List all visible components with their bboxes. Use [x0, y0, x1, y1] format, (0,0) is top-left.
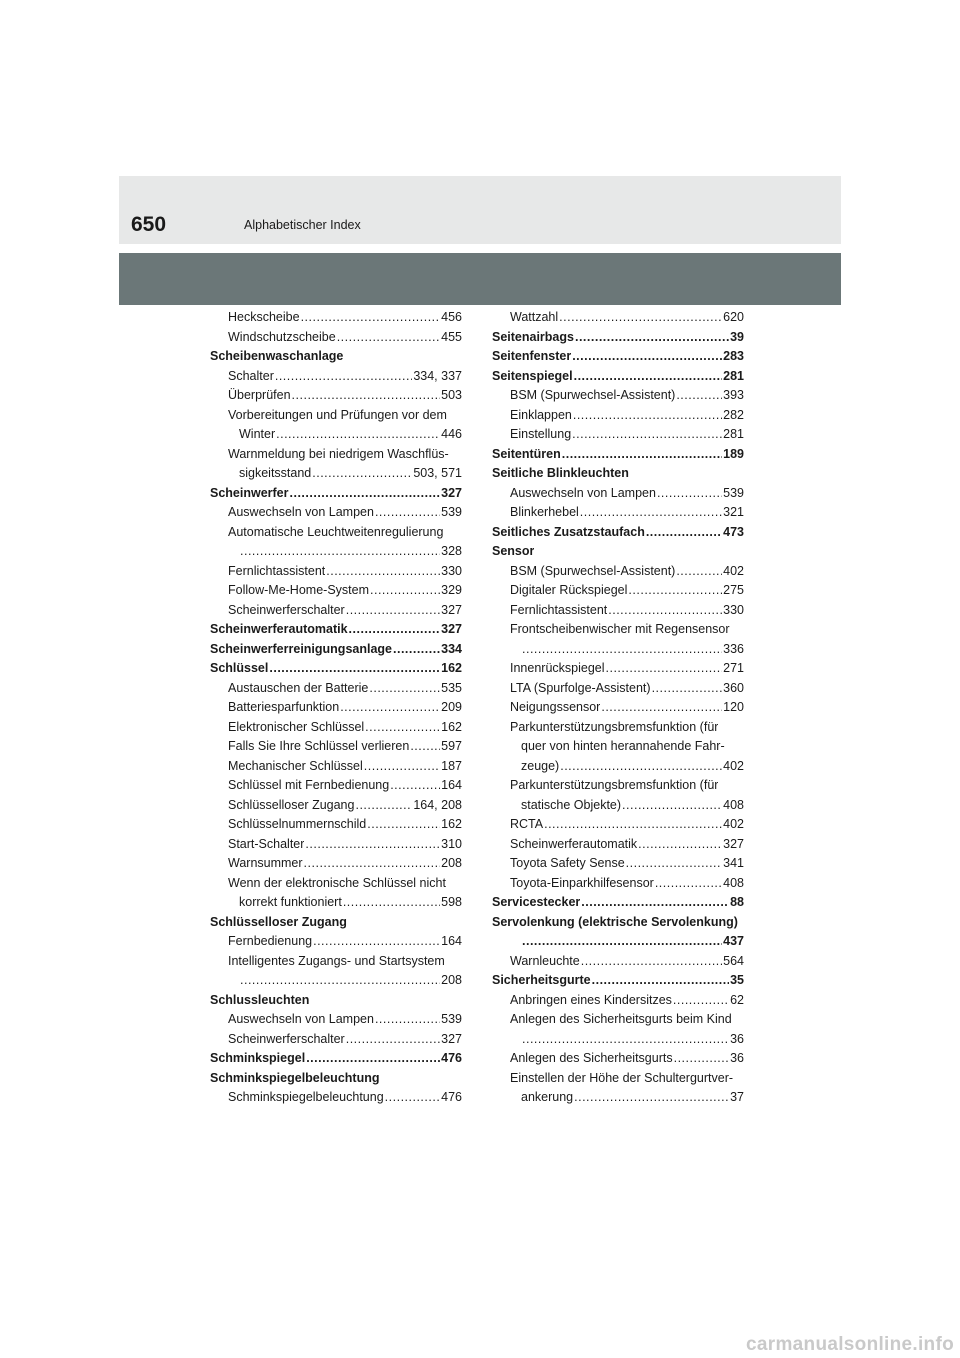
index-entry-term: Parkunterstützungsbremsfunktion (für	[510, 778, 719, 792]
dot-leader	[269, 659, 440, 679]
dot-leader	[628, 581, 722, 601]
index-entry	[492, 620, 744, 640]
dot-leader	[313, 932, 440, 952]
index-entry	[492, 464, 744, 484]
index-entry-term: Automatische Leuchtweitenregulierung	[228, 524, 444, 539]
index-entry-term: Seitentüren	[492, 446, 561, 461]
index-entry-term: Parkunterstützungsbremsfunktion (für	[510, 719, 719, 734]
index-entry-term: Servolenkung (elektrische Servolenkung)	[492, 914, 738, 929]
index-entry-page[interactable]: 120	[723, 700, 744, 714]
index-entry-page[interactable]: 503, 571	[413, 466, 462, 480]
index-entry-page[interactable]: 539	[441, 505, 462, 519]
index-entry	[492, 893, 744, 913]
index-entry-term: Warnsummer	[228, 856, 303, 870]
index-entry-term: Fernlichtassistent	[228, 563, 326, 578]
index-entry-term: Schlüsselnummernschild	[228, 817, 367, 831]
index-entry-page[interactable]: 535	[441, 680, 462, 695]
dot-leader	[646, 523, 722, 543]
index-entry	[492, 913, 744, 933]
index-entry-term: Toyota-Einparkhilfesensor	[510, 875, 654, 890]
index-entry	[210, 952, 462, 972]
index-entry	[210, 1010, 462, 1030]
index-entry	[210, 581, 462, 601]
index-entry	[492, 1088, 744, 1108]
index-entry-page[interactable]: 564	[723, 953, 744, 968]
dot-leader	[638, 835, 722, 855]
page-title: Alphabetischer Index	[244, 218, 361, 232]
dot-leader	[581, 952, 722, 972]
index-entry	[492, 737, 744, 757]
section-title-bar	[119, 253, 841, 305]
index-entry	[492, 698, 744, 718]
index-entry-page[interactable]: 336	[723, 641, 744, 656]
index-entry	[210, 542, 462, 562]
dot-leader	[601, 698, 722, 718]
index-entry	[492, 815, 744, 835]
index-entry	[492, 386, 744, 406]
index-entry-page[interactable]: 282	[723, 407, 744, 422]
index-entry	[492, 1049, 744, 1069]
index-entry-term: Auswechseln von Lampen	[228, 505, 374, 519]
index-entry-term: Start-Schalter	[228, 836, 305, 851]
index-entry	[210, 1030, 462, 1050]
index-entry-term: BSM (Spurwechsel-Assistent)	[510, 388, 676, 402]
watermark: carmanualsonline.info	[746, 1334, 954, 1355]
index-entry	[492, 406, 744, 426]
index-entry-page[interactable]: 598	[441, 895, 462, 909]
dot-leader	[562, 445, 722, 465]
index-entry	[492, 562, 744, 582]
dot-leader	[375, 503, 440, 523]
index-entry	[210, 698, 462, 718]
dot-leader	[560, 757, 722, 777]
index-entry-page[interactable]: 281	[723, 427, 744, 441]
index-entry-page[interactable]: 35	[730, 973, 744, 987]
index-entry	[492, 347, 744, 367]
index-entry-term: Scheinwerferschalter	[228, 1031, 345, 1046]
index-entry	[210, 815, 462, 835]
index-entry	[210, 445, 462, 465]
dot-leader	[522, 932, 722, 952]
index-entry	[210, 367, 462, 387]
index-entry-page[interactable]: 341	[723, 856, 744, 870]
index-entry	[210, 659, 462, 679]
index-entry-page[interactable]: 36	[730, 1051, 744, 1065]
index-entry-page[interactable]: 88	[730, 895, 744, 909]
index-entry	[492, 971, 744, 991]
index-entry-term: Scheinwerferschalter	[228, 602, 345, 617]
index-entry-page[interactable]: 334, 337	[413, 368, 462, 383]
index-entry-term: Wenn der elektronische Schlüssel nicht	[228, 875, 446, 890]
index-entry-term: BSM (Spurwechsel-Assistent)	[510, 563, 676, 578]
index-entry-page[interactable]: 271	[723, 661, 744, 675]
index-entry	[492, 776, 744, 796]
index-entry-term: Seitenfenster	[492, 349, 572, 363]
index-entry-term: Innenrückspiegel	[510, 661, 605, 675]
index-entry-page[interactable]: 408	[723, 797, 744, 812]
index-entry	[210, 874, 462, 894]
dot-leader	[292, 386, 441, 406]
index-entry	[210, 620, 462, 640]
index-entry-page[interactable]: 327	[441, 602, 462, 617]
index-entry-term: Schminkspiegelbeleuchtung	[228, 1090, 384, 1104]
index-entry-term: Schminkspiegelbeleuchtung	[210, 1070, 380, 1085]
header-band	[119, 176, 841, 244]
index-entry-term: Wattzahl	[510, 310, 559, 324]
index-entry-term: Servicestecker	[492, 895, 581, 909]
index-entry-term: Warnleuchte	[510, 953, 580, 968]
index-entry-term: Schlüssel	[210, 661, 269, 675]
index-entry	[492, 1030, 744, 1050]
dot-leader	[652, 679, 723, 699]
index-entry-term: Schlüsselloser Zugang	[210, 914, 347, 929]
index-entry	[492, 425, 744, 445]
index-entry-term: Einstellung	[510, 427, 572, 441]
index-entry-page[interactable]: 437	[723, 934, 744, 948]
dot-leader	[574, 367, 723, 387]
index-entry-term: Fernlichtassistent	[510, 602, 608, 617]
dot-leader	[343, 893, 440, 913]
dot-leader	[304, 854, 441, 874]
index-entry-page[interactable]: 334	[441, 641, 462, 656]
index-entry	[210, 464, 462, 484]
index-entry	[492, 328, 744, 348]
index-entry-term: Scheibenwaschanlage	[210, 349, 344, 363]
dot-leader	[301, 308, 441, 328]
index-entry-page[interactable]: 456	[441, 310, 462, 324]
index-entry-page[interactable]: 208	[441, 973, 462, 987]
dot-leader	[606, 659, 723, 679]
index-entry-term: RCTA	[510, 817, 544, 831]
dot-leader	[676, 562, 722, 582]
dot-leader	[312, 464, 412, 484]
index-entry-term: Intelligentes Zugangs- und Startsystem	[228, 953, 445, 968]
dot-leader	[522, 1030, 729, 1050]
index-entry	[492, 581, 744, 601]
dot-leader	[572, 425, 722, 445]
index-entry-page[interactable]: 281	[723, 368, 744, 383]
dot-leader	[559, 308, 722, 328]
index-entry-term: Batteriesparfunktion	[228, 700, 340, 714]
dot-leader	[375, 1010, 440, 1030]
dot-leader	[622, 796, 722, 816]
index-entry	[210, 425, 462, 445]
index-column-right	[492, 308, 744, 1108]
index-entry-page[interactable]: 37	[730, 1090, 744, 1104]
index-entry	[492, 796, 744, 816]
index-entry-term: Überprüfen	[228, 388, 291, 402]
index-entry-page[interactable]: 329	[441, 583, 462, 597]
index-entry-term: Elektronischer Schlüssel	[228, 719, 365, 734]
index-entry	[210, 971, 462, 991]
dot-leader	[673, 991, 729, 1011]
index-entry-page[interactable]: 408	[723, 875, 744, 890]
index-entry	[492, 874, 744, 894]
index-entry-page[interactable]: 476	[441, 1090, 462, 1104]
dot-leader	[676, 386, 722, 406]
dot-leader	[573, 406, 722, 426]
dot-leader	[626, 854, 722, 874]
index-entry	[492, 523, 744, 543]
dot-leader	[346, 601, 440, 621]
index-entry	[492, 367, 744, 387]
index-entry-term: Schlüssel mit Fernbedienung	[228, 778, 390, 792]
index-entry-term: Sensor	[492, 544, 535, 558]
index-entry	[210, 484, 462, 504]
index-entry-term: zeuge)	[521, 758, 560, 773]
index-entry-page[interactable]: 360	[723, 680, 744, 695]
dot-leader	[326, 562, 440, 582]
dot-leader	[240, 971, 440, 991]
index-entry-term: Auswechseln von Lampen	[510, 485, 656, 500]
dot-leader	[305, 835, 440, 855]
index-entry-page[interactable]: 402	[723, 758, 744, 773]
dot-leader	[575, 328, 729, 348]
index-column-left	[210, 308, 462, 1108]
index-entry	[492, 308, 744, 328]
index-entry-term: Toyota Safety Sense	[510, 856, 625, 870]
index-entry-term: ankerung	[521, 1090, 574, 1104]
index-entry-page[interactable]: 187	[441, 758, 462, 773]
index-entry-page[interactable]: 327	[441, 485, 462, 500]
index-entry-term: Scheinwerfer	[210, 485, 289, 500]
index-entry	[492, 952, 744, 972]
index-entry	[210, 796, 462, 816]
index-entry-term: quer von hinten herannahende Fahr-	[521, 739, 725, 753]
dot-leader	[608, 601, 722, 621]
index-entry-page[interactable]: 330	[723, 602, 744, 617]
index-entry	[210, 386, 462, 406]
dot-leader	[355, 796, 412, 816]
index-entry-page[interactable]: 208	[441, 856, 462, 870]
dot-leader	[367, 815, 440, 835]
index-entry-page[interactable]: 283	[723, 349, 744, 363]
index-entry	[210, 835, 462, 855]
index-entry-page[interactable]: 620	[723, 310, 744, 324]
dot-leader	[410, 737, 440, 757]
index-entry	[210, 640, 462, 660]
index-entry	[210, 679, 462, 699]
dot-leader	[657, 484, 722, 504]
index-entry-page[interactable]: 539	[441, 1012, 462, 1026]
dot-leader	[544, 815, 722, 835]
index-entry-page[interactable]: 62	[730, 992, 744, 1007]
dot-leader	[365, 718, 440, 738]
index-entry-page[interactable]: 330	[441, 563, 462, 578]
index-entry-term: Schlüsselloser Zugang	[228, 797, 355, 812]
index-entry	[492, 757, 744, 777]
index-entry-term: Blinkerhebel	[510, 505, 579, 519]
index-entry-term: Sicherheitsgurte	[492, 973, 591, 987]
index-entry	[210, 562, 462, 582]
index-entry	[210, 328, 462, 348]
index-entry	[210, 913, 462, 933]
index-entry-term: Mechanischer Schlüssel	[228, 758, 363, 773]
dot-leader	[390, 776, 440, 796]
index-entry	[210, 932, 462, 952]
dot-leader	[574, 1088, 729, 1108]
index-entry-page[interactable]: 275	[723, 583, 744, 597]
dot-leader	[275, 367, 412, 387]
dot-leader	[572, 347, 722, 367]
index-entry-page[interactable]: 209	[441, 700, 462, 714]
dot-leader	[592, 971, 729, 991]
dot-leader	[290, 484, 441, 504]
index-entry	[492, 1010, 744, 1030]
index-entry-term: Scheinwerferreinigungsanlage	[210, 641, 392, 656]
dot-leader	[370, 581, 440, 601]
index-entry	[492, 932, 744, 952]
index-entry-term: Heckscheibe	[228, 310, 300, 324]
index-entry-term: Neigungssensor	[510, 700, 601, 714]
index-entry	[492, 835, 744, 855]
index-entry-page[interactable]: 162	[441, 719, 462, 734]
index-entry-page[interactable]: 393	[723, 388, 744, 402]
index-entry-page[interactable]: 162	[441, 661, 462, 675]
dot-leader	[240, 542, 440, 562]
dot-leader	[385, 1088, 440, 1108]
index-entry-term: statische Objekte)	[521, 797, 622, 812]
dot-leader	[522, 640, 722, 660]
index-entry	[210, 776, 462, 796]
index-entry-page[interactable]: 328	[441, 544, 462, 558]
index-entry-term: Einklappen	[510, 407, 572, 422]
index-entry-term: Vorbereitungen und Prüfungen vor dem	[228, 407, 447, 422]
index-entry-term: Windschutzscheibe	[228, 329, 336, 344]
index-entry	[492, 542, 744, 562]
index-entry-term: Fernbedienung	[228, 934, 313, 948]
index-entry-term: Scheinwerferautomatik	[510, 836, 638, 851]
dot-leader	[674, 1049, 729, 1069]
index-entry-page[interactable]: 473	[723, 524, 744, 539]
index-entry	[492, 1069, 744, 1089]
index-entry	[492, 679, 744, 699]
index-entry-term: Austauschen der Batterie	[228, 680, 369, 695]
index-entry-page[interactable]: 164	[441, 778, 462, 792]
index-entry	[210, 1069, 462, 1089]
index-entry-term: Warnmeldung bei niedrigem Waschflüs-	[228, 446, 449, 461]
index-entry	[492, 854, 744, 874]
index-entry-page[interactable]: 162	[441, 817, 462, 831]
dot-leader	[655, 874, 722, 894]
index-entry-page[interactable]: 36	[730, 1031, 744, 1046]
index-entry-page[interactable]: 327	[723, 836, 744, 851]
index-entry	[492, 991, 744, 1011]
dot-leader	[306, 1049, 440, 1069]
index-entry-term: Auswechseln von Lampen	[228, 1012, 374, 1026]
index-entry	[210, 523, 462, 543]
index-entry-term: Anlegen des Sicherheitsgurts	[510, 1051, 673, 1065]
index-entry	[492, 640, 744, 660]
index-entry	[210, 406, 462, 426]
index-entry-term: Schalter	[228, 368, 274, 383]
index-entry	[210, 991, 462, 1011]
dot-leader	[369, 679, 440, 699]
index-entry	[492, 445, 744, 465]
index-entry-page[interactable]: 539	[723, 485, 744, 500]
index-entry-page[interactable]: 321	[723, 505, 744, 519]
index-entry-term: Digitaler Rückspiegel	[510, 583, 628, 597]
dot-leader	[393, 640, 440, 660]
index-entry	[492, 659, 744, 679]
page-number: 650	[131, 213, 167, 236]
index-entry-page[interactable]: 189	[723, 446, 744, 461]
index-entry-page[interactable]: 402	[723, 817, 744, 831]
index-entry-term: Falls Sie Ihre Schlüssel verlieren	[228, 739, 410, 753]
dot-leader	[364, 757, 440, 777]
index-entry-term: Winter	[239, 427, 276, 441]
index-entry-page[interactable]: 39	[730, 329, 744, 344]
index-entry	[492, 718, 744, 738]
index-entry-term: Seitliches Zusatzstaufach	[492, 524, 645, 539]
index-entry-term: Scheinwerferautomatik	[210, 622, 348, 636]
index-entry-term: Seitenairbags	[492, 329, 574, 344]
index-entry-page[interactable]: 446	[441, 427, 462, 441]
index-entry-term: Follow-Me-Home-System	[228, 583, 369, 597]
index-entry-term: Einstellen der Höhe der Schultergurtver-	[510, 1070, 734, 1085]
index-entry-page[interactable]: 476	[441, 1051, 462, 1065]
index-entry-page[interactable]: 164, 208	[413, 797, 462, 812]
index-entry	[210, 854, 462, 874]
index-entry-term: Frontscheibenwischer mit Regensensor	[510, 622, 730, 636]
index-entry-term: Schminkspiegel	[210, 1051, 306, 1065]
index-entry	[492, 503, 744, 523]
dot-leader	[581, 893, 729, 913]
index-entry-term: Anlegen des Sicherheitsgurts beim Kind	[510, 1012, 732, 1026]
index-entry	[210, 1088, 462, 1108]
index-entry	[492, 484, 744, 504]
index-entry-term: Anbringen eines Kindersitzes	[510, 992, 672, 1007]
dot-leader	[340, 698, 440, 718]
dot-leader	[276, 425, 440, 445]
index-entry	[210, 308, 462, 328]
dot-leader	[337, 328, 440, 348]
index-entry-page[interactable]: 597	[441, 739, 462, 753]
index-entry-term: LTA (Spurfolge-Assistent)	[510, 680, 651, 695]
index-entry	[210, 757, 462, 777]
index-entry-page[interactable]: 402	[723, 563, 744, 578]
index-entry-page[interactable]: 327	[441, 622, 462, 636]
index-entry	[492, 601, 744, 621]
index-entry-page[interactable]: 310	[441, 836, 462, 851]
index-entry	[210, 893, 462, 913]
index-entry-term: korrekt funktioniert	[239, 895, 342, 909]
index-entry	[210, 347, 462, 367]
index-entry-page[interactable]: 455	[441, 329, 462, 344]
dot-leader	[346, 1030, 440, 1050]
dot-leader	[580, 503, 722, 523]
index-entry-term: Seitenspiegel	[492, 368, 573, 383]
index-entry-term: Seitliche Blinkleuchten	[492, 466, 629, 480]
index-entry	[210, 503, 462, 523]
index-entry	[210, 737, 462, 757]
index-entry-page[interactable]: 327	[441, 1031, 462, 1046]
index-entry-page[interactable]: 164	[441, 934, 462, 948]
index-entry	[210, 718, 462, 738]
index-entry-term: Schlussleuchten	[210, 992, 310, 1007]
index-entry	[210, 601, 462, 621]
dot-leader	[349, 620, 441, 640]
index-entry	[210, 1049, 462, 1069]
index-entry-page[interactable]: 503	[441, 388, 462, 402]
index-entry-term: sigkeitsstand	[239, 466, 312, 480]
